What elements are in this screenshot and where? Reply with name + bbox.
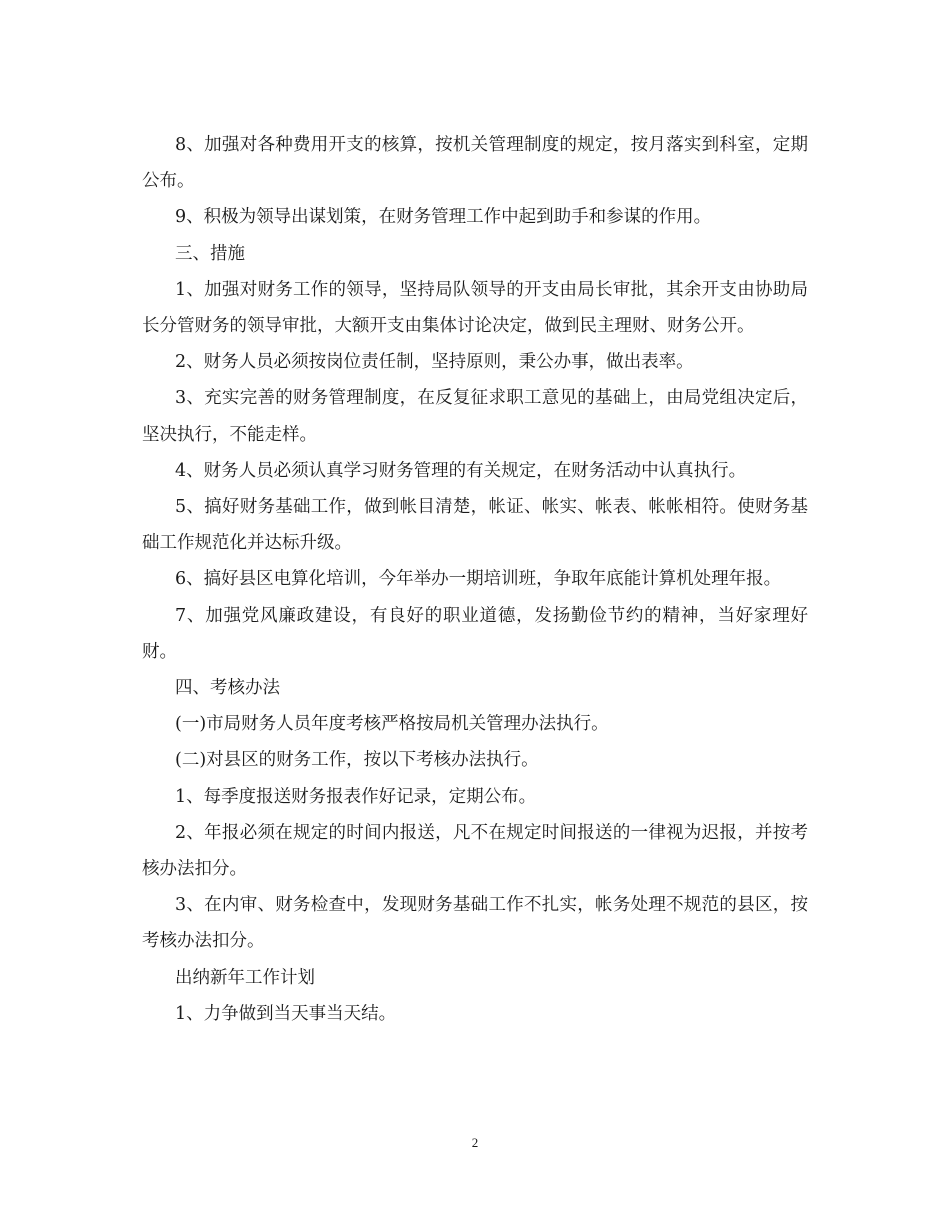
paragraph-measure-5: 5、搞好财务基础工作，做到帐目清楚，帐证、帐实、帐表、帐帐相符。使财务基础工作规范化并达标升级。 [142, 497, 808, 554]
paragraph-assessment-city: (一)市局财务人员年度考核严格按局机关管理办法执行。 [175, 714, 609, 735]
section-heading-assessment: 四、考核办法 [175, 678, 280, 699]
paragraph-cashier-1: 1、力争做到当天事当天结。 [175, 1003, 397, 1024]
paragraph-measure-7: 7、加强党风廉政建设，有良好的职业道德，发扬勤俭节约的精神，当好家理好财。 [142, 605, 808, 662]
page-number: 2 [471, 1135, 479, 1150]
paragraph-assessment-county: (二)对县区的财务工作，按以下考核办法执行。 [175, 750, 539, 771]
paragraph-measure-1: 1、加强对财务工作的领导，坚持局队领导的开支由局长审批，其余开支由协助局长分管财务的领导审批，大额开支由集体讨论决定，做到民主理财、财务公开。 [142, 279, 808, 337]
paragraph-measure-2: 2、财务人员必须按岗位责任制，坚持原则，秉公办事，做出表率。 [175, 352, 694, 373]
paragraph-assessment-2: 2、年报必须在规定的时间内报送，凡不在规定时间报送的一律视为迟报，并按考核办法扣分。 [142, 822, 808, 880]
paragraph-measure-3: 3、充实完善的财务管理制度，在反复征求职工意见的基础上，由局党组决定后，坚决执行，不能走样。 [142, 388, 808, 445]
section-heading-cashier-plan: 出纳新年工作计划 [175, 967, 315, 988]
paragraph-assessment-3: 3、在内审、财务检查中，发现财务基础工作不扎实，帐务处理不规范的县区，按考核办法扣分。 [142, 895, 808, 952]
paragraph-assessment-1: 1、每季度报送财务报表作好记录，定期公布。 [175, 786, 537, 807]
document-body [142, 127, 808, 1032]
paragraph-measure-4: 4、财务人员必须认真学习财务管理的有关规定，在财务活动中认真执行。 [175, 460, 747, 481]
paragraph-item-8-cost-accounting: 8、加强对各种费用开支的核算，按机关管理制度的规定，按月落实到科室，定期公布。 [142, 135, 808, 192]
paragraph-measure-6: 6、搞好县区电算化培训，今年举办一期培训班，争取年底能计算机处理年报。 [175, 569, 782, 590]
section-heading-measures: 三、措施 [175, 243, 245, 264]
paragraph-item-9-advise-leadership: 9、积极为领导出谋划策，在财务管理工作中起到助手和参谋的作用。 [175, 207, 712, 228]
